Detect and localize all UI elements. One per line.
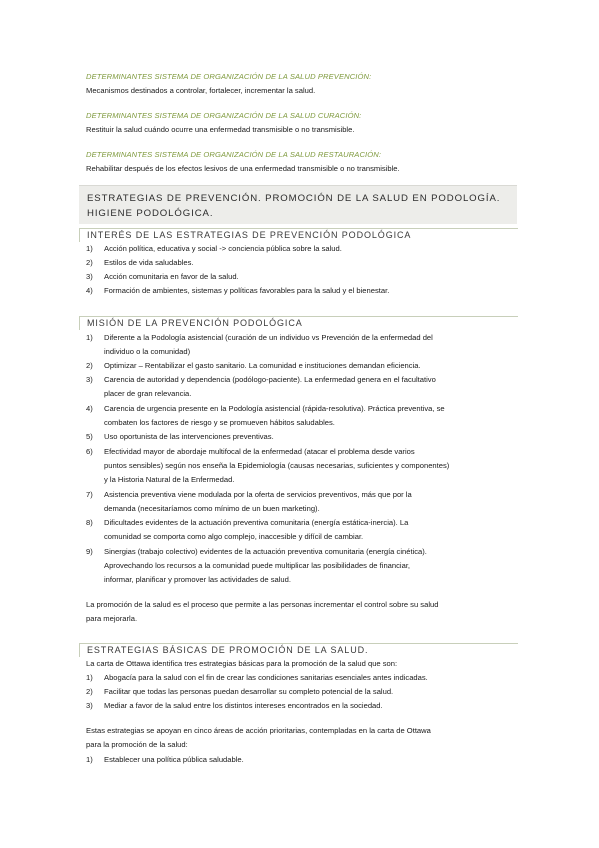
list-number: 3) (86, 701, 93, 710)
determinant-body-restauracion: Rehabilitar después de los efectos lesivos de una enfermedad transmisible o no transmisible. (86, 164, 400, 173)
determinant-body-curacion: Restituir la salud cuándo ocurre una enfermedad transmisible o no transmisible. (86, 125, 355, 134)
section-heading-mision (79, 316, 518, 330)
list-item-continued: individuo o la comunidad) (104, 347, 191, 356)
list-number: 4) (86, 404, 93, 413)
list-item: Efectividad mayor de abordaje multifocal de la enfermedad (atacar el problema desde varios (104, 447, 415, 456)
list-number: 5) (86, 432, 93, 441)
paragraph-areas-continued: para la promoción de la salud: (86, 740, 188, 749)
list-number: 6) (86, 447, 93, 456)
section-heading-estrategias-text: ESTRATEGIAS BÁSICAS DE PROMOCIÓN DE LA SALUD. (87, 645, 369, 655)
list-item: Formación de ambientes, sistemas y políticas favorables para la salud y el bienestar. (104, 286, 390, 295)
list-item: Mediar a favor de la salud entre los distintos intereses encontrados en la sociedad. (104, 701, 383, 710)
list-item: Acción política, educativa y social -> conciencia pública sobre la salud. (104, 244, 342, 253)
list-item: Asistencia preventiva viene modulada por la oferta de servicios preventivos, más que por la (104, 490, 412, 499)
determinant-body-prevencion: Mecanismos destinados a controlar, fortalecer, incrementar la salud. (86, 86, 316, 95)
list-number: 3) (86, 375, 93, 384)
list-number: 2) (86, 687, 93, 696)
list-number: 9) (86, 547, 93, 556)
list-item: Acción comunitaria en favor de la salud. (104, 272, 239, 281)
list-item: Carencia de autoridad y dependencia (podólogo-paciente). La enfermedad genera en el facultativo (104, 375, 436, 384)
determinant-title-curacion: DETERMINANTES SISTEMA DE ORGANIZACIÓN DE LA SALUD CURACIÓN: (86, 111, 362, 120)
list-item-continued: combaten los factores de riesgo y se promueven hábitos saludables. (104, 418, 335, 427)
paragraph-ottawa-intro: La carta de Ottawa identifica tres estrategias básicas para la promoción de la salud que son: (86, 659, 398, 668)
determinant-title-restauracion: DETERMINANTES SISTEMA DE ORGANIZACIÓN DE LA SALUD RESTAURACIÓN: (86, 150, 382, 159)
list-item: Optimizar – Rentabilizar el gasto sanitario. La comunidad e instituciones demandan eficiencia. (104, 361, 421, 370)
list-item: Facilitar que todas las personas puedan desarrollar su completo potencial de la salud. (104, 687, 394, 696)
list-number: 1) (86, 244, 93, 253)
list-item-continued: Aprovechando los recursos a la comunidad puede multiplicar las posibilidades de financiar, (104, 561, 411, 570)
list-number: 1) (86, 333, 93, 342)
list-item: Estilos de vida saludables. (104, 258, 194, 267)
list-number: 8) (86, 518, 93, 527)
list-number: 2) (86, 361, 93, 370)
main-heading-line-1: ESTRATEGIAS DE PREVENCIÓN. PROMOCIÓN DE LA SALUD EN PODOLOGÍA. (87, 193, 501, 204)
section-heading-mision-text: MISIÓN DE LA PREVENCIÓN PODOLÓGICA (87, 318, 303, 328)
list-number: 3) (86, 272, 93, 281)
list-item: Sinergias (trabajo colectivo) evidentes de la actuación preventiva comunitaria (energía cinética). (104, 547, 427, 556)
paragraph-promocion-continued: para mejorarla. (86, 614, 138, 623)
list-item-continued: puntos sensibles) según nos enseña la Epidemiología (causas necesarias, suficientes y componentes) (104, 461, 450, 470)
list-item-continued: placer de gran relevancia. (104, 389, 192, 398)
section-heading-interes-text: INTERÉS DE LAS ESTRATEGIAS DE PREVENCIÓN PODOLÓGICA (87, 230, 412, 240)
determinant-title-prevencion: DETERMINANTES SISTEMA DE ORGANIZACIÓN DE LA SALUD PREVENCIÓN: (86, 72, 372, 81)
list-item: Diferente a la Podología asistencial (curación de un individuo vs Prevención de la enfermedad del (104, 333, 433, 342)
main-heading-banner (79, 185, 517, 224)
list-item-continued: demanda (necesitaríamos como mínimo de un buen marketing). (104, 504, 320, 513)
list-number: 4) (86, 286, 93, 295)
section-heading-estrategias (79, 643, 518, 657)
list-item: Carencia de urgencia presente en la Podología asistencial (rápida-resolutiva). Práctica preventiva, se (104, 404, 445, 413)
list-item-continued: y la Historia Natural de la Enfermedad. (104, 475, 235, 484)
list-item: Abogacía para la salud con el fin de crear las condiciones sanitarias esenciales antes indicadas. (104, 673, 428, 682)
list-number: 1) (86, 755, 93, 764)
list-item: Dificultades evidentes de la actuación preventiva comunitaria (energía estática-inercia). La (104, 518, 409, 527)
list-item-continued: comunidad se comporta como algo complejo, inaccesible y difícil de cambiar. (104, 532, 364, 541)
paragraph-promocion: La promoción de la salud es el proceso que permite a las personas incrementar el control sobre su salud (86, 600, 439, 609)
list-number: 7) (86, 490, 93, 499)
list-item-continued: informar, planificar y promover las actividades de salud. (104, 575, 291, 584)
section-heading-interes (79, 228, 518, 242)
list-item: Establecer una política pública saludable. (104, 755, 244, 764)
list-item: Uso oportunista de las intervenciones preventivas. (104, 432, 274, 441)
list-number: 2) (86, 258, 93, 267)
main-heading-line-2: HIGIENE PODOLÓGICA. (87, 208, 214, 219)
paragraph-areas: Estas estrategias se apoyan en cinco áreas de acción prioritarias, contempladas en la carta de Ottawa (86, 726, 431, 735)
list-number: 1) (86, 673, 93, 682)
